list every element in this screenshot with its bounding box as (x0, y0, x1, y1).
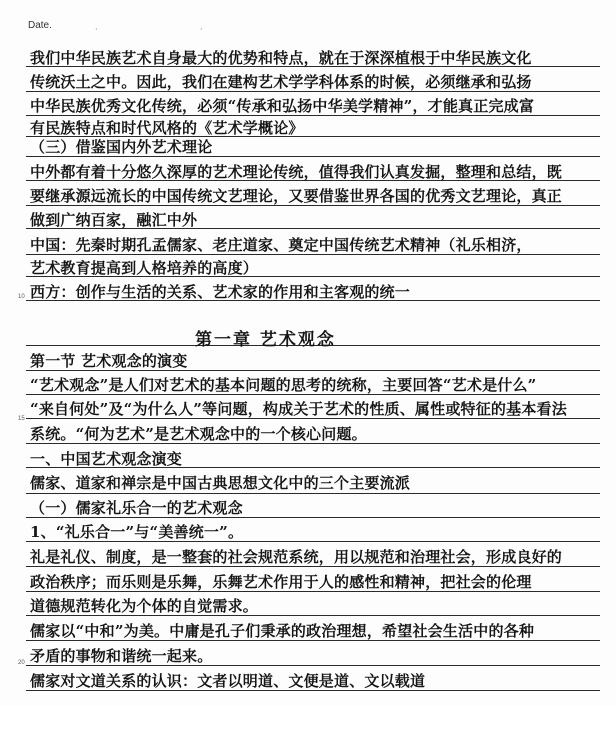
header-dot: · (200, 25, 203, 34)
text-line: 做到广纳百家，融汇中外 (30, 211, 198, 229)
text-line: 儒家对文道关系的认识：文者以明道、文便是道、文以载道 (30, 672, 426, 690)
text-line: （一）儒家礼乐合一的艺术观念 (30, 499, 243, 517)
text-line: 礼是礼仪、制度，是一整套的社会规范系统，用以规范和治理社会，形成良好的 (30, 548, 563, 566)
text-line: “艺术观念”是人们对艺术的基本问题的思考的统称，主要回答“艺术是什么” (30, 376, 537, 394)
text-line: 要继承源远流长的中国传统文艺理论，又要借鉴世界各国的优秀文艺理论，真正 (30, 187, 563, 205)
text-line: 我们中华民族艺术自身最大的优势和特点，就在于深深植根于中华民族文化 (30, 49, 532, 67)
line-number: 15 (18, 416, 25, 422)
text-line: 中外都有着十分悠久深厚的艺术理论传统，值得我们认真发掘，整理和总结，既 (30, 163, 563, 181)
ruled-line (26, 493, 600, 494)
line-number: 10 (18, 294, 25, 300)
text-line: 有民族特点和时代风格的《艺术学概论》 (30, 119, 304, 137)
text-line: 1、“礼乐合一”与“美善统一”。 (30, 523, 244, 541)
header-dot: · (95, 25, 98, 34)
text-line: 中国：先秦时期孔孟儒家、老庄道家、奠定中国传统艺术精神（礼乐相济， (30, 236, 532, 254)
text-line: 矛盾的事物和谐统一起来。 (30, 647, 213, 665)
text-line: 西方：创作与生活的关系、艺术家的作用和主客观的统一 (30, 283, 411, 301)
text-line: 儒家以“中和”为美。中庸是孔子们秉承的政治理想，希望社会生活中的各种 (30, 622, 535, 640)
text-line: （三）借鉴国内外艺术理论 (30, 138, 213, 156)
text-line: 传统沃土之中。因此，我们在建构艺术学学科体系的时候，必须继承和弘扬 (30, 73, 532, 91)
text-line: 第一节 艺术观念的演变 (30, 352, 188, 370)
text-line: 道德规范转化为个体的自觉需求。 (30, 597, 259, 615)
text-line: 中华民族优秀文化传统，必须“传承和弘扬中华美学精神”，才能真正完成富 (30, 97, 535, 115)
text-line: 政治秩序；而乐则是乐舞，乐舞艺术作用于人的感性和精神，把社会的伦理 (30, 573, 532, 591)
line-number: 20 (18, 660, 25, 666)
text-line: 儒家、道家和禅宗是中国古典思想文化中的三个主要流派 (30, 474, 411, 492)
text-line: “来自何处”及“为什么人”等问题，构成关于艺术的性质、属性或特征的基本看法 (30, 400, 567, 418)
page-bottom-margin (0, 706, 616, 740)
text-line: 一、中国艺术观念演变 (30, 450, 183, 468)
text-line: 系统。“何为艺术”是艺术观念中的一个核心问题。 (30, 425, 367, 443)
date-label: Date. (28, 20, 52, 31)
chapter-heading: 第一章 艺术观念 (195, 330, 336, 350)
text-line: 艺术教育提高到人格培养的高度） (30, 259, 259, 277)
